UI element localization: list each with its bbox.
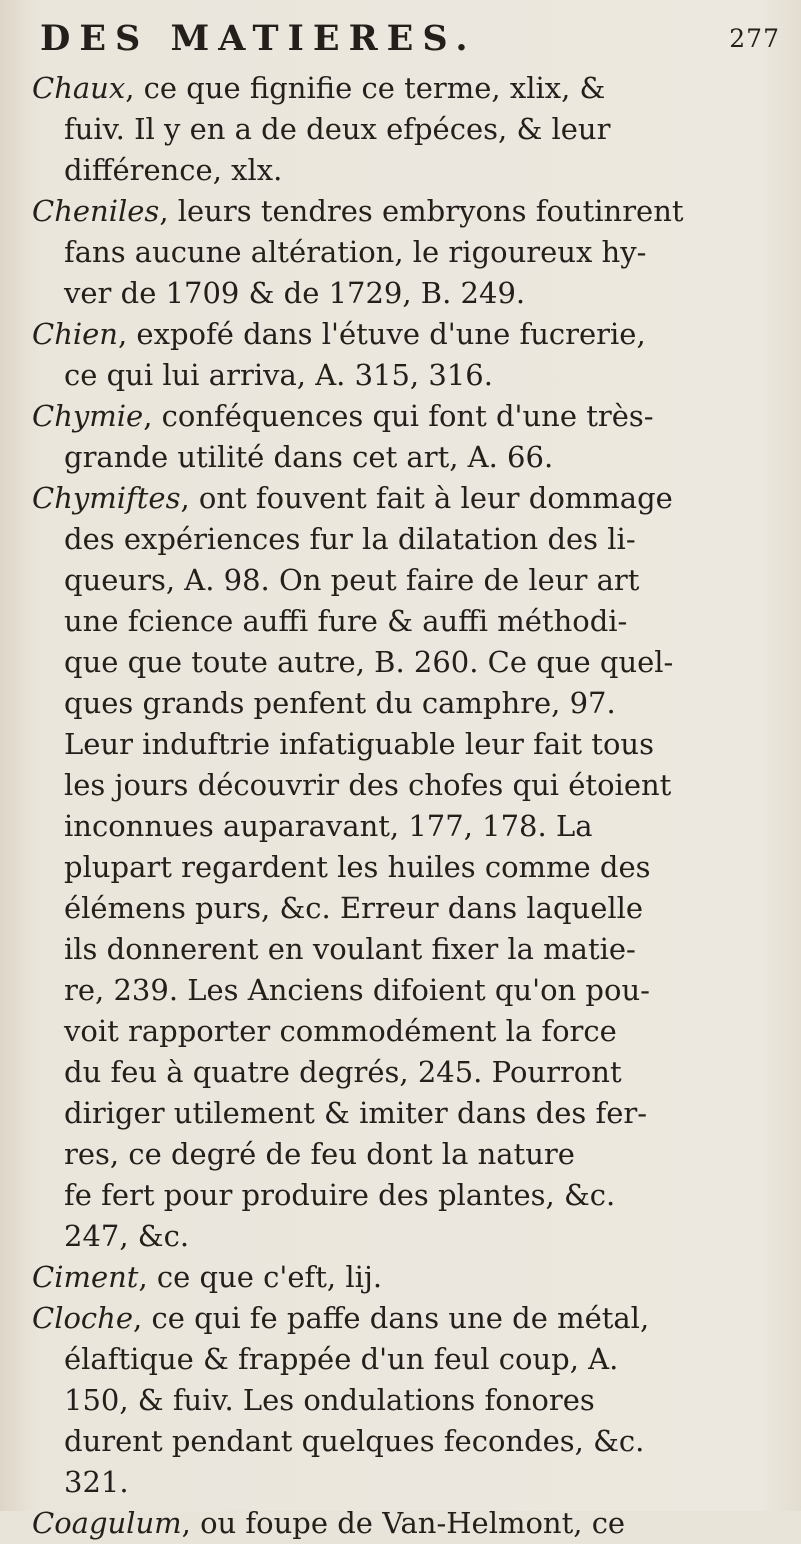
index-continuation-line bbox=[32, 437, 792, 478]
index-text: durent pendant quelques fecondes, &c. bbox=[64, 1424, 645, 1458]
index-headword: Chien bbox=[32, 317, 118, 351]
index-text: , ce qui fe paffe dans une de métal, bbox=[133, 1301, 650, 1335]
index-text: diriger utilement & imiter dans des fer- bbox=[64, 1096, 648, 1130]
page-header bbox=[40, 18, 780, 68]
index-continuation-line bbox=[32, 929, 792, 970]
index-headword: Cheniles bbox=[32, 194, 160, 228]
index-text: Leur induftrie infatiguable leur fait tous bbox=[64, 727, 654, 761]
index-text: , ce que c'eft, lij. bbox=[138, 1260, 383, 1294]
index-text: grande utilité dans cet art, A. 66. bbox=[64, 440, 554, 474]
index-continuation-line bbox=[32, 273, 792, 314]
index-text: inconnues auparavant, 177, 178. La bbox=[64, 809, 593, 843]
index-headword: Chymiftes bbox=[32, 481, 181, 515]
index-continuation-line bbox=[32, 1093, 792, 1134]
index-text: du feu à quatre degrés, 245. Pourront bbox=[64, 1055, 622, 1089]
index-continuation-line bbox=[32, 847, 792, 888]
index-body bbox=[32, 68, 792, 1544]
index-text: fe fert pour produire des plantes, &c. bbox=[64, 1178, 616, 1212]
index-headword: Chymie bbox=[32, 399, 144, 433]
index-headword: Cloche bbox=[32, 1301, 134, 1335]
page-number: 277 bbox=[729, 24, 780, 53]
index-entry-line bbox=[32, 314, 792, 355]
index-continuation-line bbox=[32, 970, 792, 1011]
index-text: fans aucune altération, le rigoureux hy- bbox=[64, 235, 647, 269]
index-entry-line bbox=[32, 1503, 792, 1544]
index-text: ver de 1709 & de 1729, B. 249. bbox=[64, 276, 526, 310]
index-text: , ou foupe de Van-Helmont, ce bbox=[181, 1506, 626, 1540]
index-continuation-line bbox=[32, 724, 792, 765]
index-headword: Ciment bbox=[32, 1260, 139, 1294]
index-entry-line bbox=[32, 68, 792, 109]
index-text: 150, & fuiv. Les ondulations fonores bbox=[64, 1383, 595, 1417]
index-text: , conféquences qui font d'une très- bbox=[143, 399, 654, 433]
index-text: queurs, A. 98. On peut faire de leur art bbox=[64, 563, 640, 597]
index-continuation-line bbox=[32, 1462, 792, 1503]
index-continuation-line bbox=[32, 1175, 792, 1216]
index-text: , ce que fignifie ce terme, xlix, & bbox=[125, 71, 606, 105]
index-continuation-line bbox=[32, 642, 792, 683]
index-entry-line bbox=[32, 396, 792, 437]
index-text: les jours découvrir des chofes qui étoient bbox=[64, 768, 672, 802]
index-continuation-line bbox=[32, 683, 792, 724]
index-continuation-line bbox=[32, 1011, 792, 1052]
index-continuation-line bbox=[32, 601, 792, 642]
index-headword: Chaux bbox=[32, 71, 126, 105]
index-continuation-line bbox=[32, 232, 792, 273]
index-text: 247, &c. bbox=[64, 1219, 190, 1253]
index-text: voit rapporter commodément la force bbox=[64, 1014, 617, 1048]
index-text: fuiv. Il y en a de deux efpéces, & leur bbox=[64, 112, 611, 146]
index-continuation-line bbox=[32, 1216, 792, 1257]
index-continuation-line bbox=[32, 806, 792, 847]
index-continuation-line bbox=[32, 355, 792, 396]
index-continuation-line bbox=[32, 519, 792, 560]
index-continuation-line bbox=[32, 1339, 792, 1380]
index-text: , ont fouvent fait à leur dommage bbox=[180, 481, 673, 515]
index-continuation-line bbox=[32, 109, 792, 150]
index-entry-line bbox=[32, 191, 792, 232]
index-continuation-line bbox=[32, 765, 792, 806]
index-text: ce qui lui arriva, A. 315, 316. bbox=[64, 358, 493, 392]
index-continuation-line bbox=[32, 150, 792, 191]
index-text: différence, xlx. bbox=[64, 153, 283, 187]
index-entry-line bbox=[32, 1298, 792, 1339]
index-text: une fcience auffi fure & auffi méthodi- bbox=[64, 604, 628, 638]
index-text: ils donnerent en voulant fixer la matie- bbox=[64, 932, 636, 966]
index-text: res, ce degré de feu dont la nature bbox=[64, 1137, 575, 1171]
index-entry-line bbox=[32, 478, 792, 519]
index-headword: Coagulum bbox=[32, 1506, 182, 1540]
index-text: que que toute autre, B. 260. Ce que quel- bbox=[64, 645, 674, 679]
index-text: , expofé dans l'étuve d'une fucrerie, bbox=[117, 317, 646, 351]
index-text: élémens purs, &c. Erreur dans laquelle bbox=[64, 891, 644, 925]
running-title: DES MATIERES. bbox=[40, 18, 477, 59]
index-continuation-line bbox=[32, 888, 792, 929]
index-continuation-line bbox=[32, 1421, 792, 1462]
index-continuation-line bbox=[32, 1380, 792, 1421]
index-text: ques grands penfent du camphre, 97. bbox=[64, 686, 616, 720]
index-continuation-line bbox=[32, 1052, 792, 1093]
index-continuation-line bbox=[32, 1134, 792, 1175]
index-continuation-line bbox=[32, 560, 792, 601]
index-text: 321. bbox=[64, 1465, 129, 1499]
index-text: des expériences fur la dilatation des li- bbox=[64, 522, 636, 556]
index-text: re, 239. Les Anciens difoient qu'on pou- bbox=[64, 973, 650, 1007]
index-text: élaftique & frappée d'un feul coup, A. bbox=[64, 1342, 619, 1376]
index-text: , leurs tendres embryons foutinrent bbox=[159, 194, 684, 228]
index-text: plupart regardent les huiles comme des bbox=[64, 850, 651, 884]
index-entry-line bbox=[32, 1257, 792, 1298]
